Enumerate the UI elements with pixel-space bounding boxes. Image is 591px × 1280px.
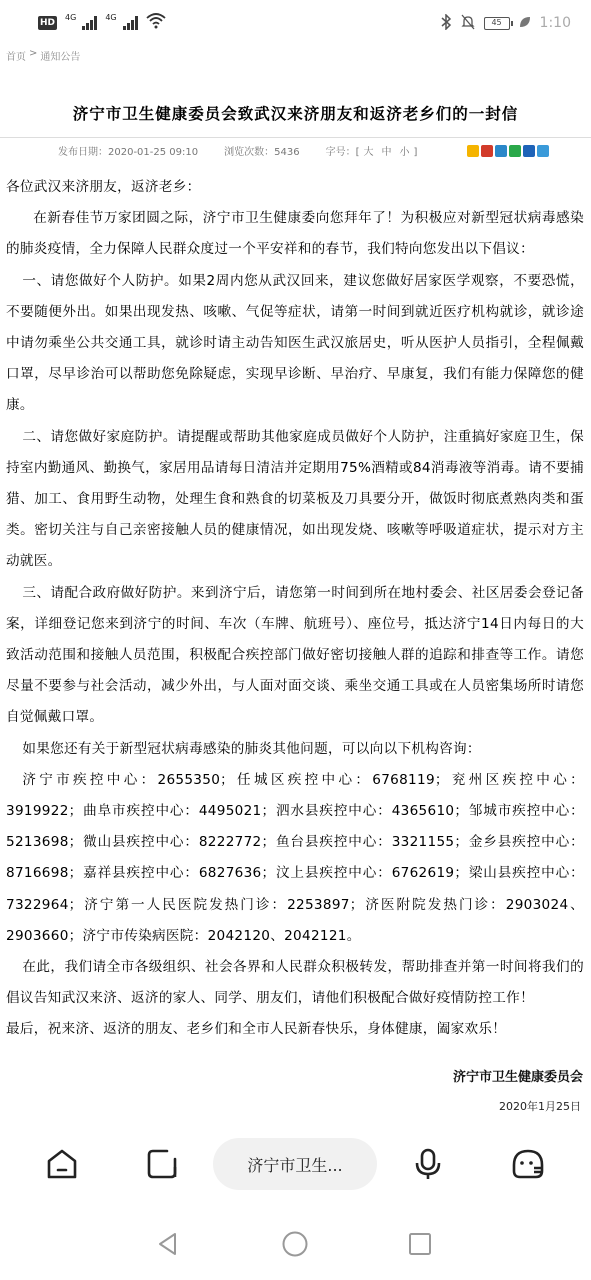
font-size-medium[interactable]: 中: [381, 147, 392, 158]
share-wechat-icon[interactable]: [509, 145, 521, 157]
tabs-icon: [145, 1147, 179, 1181]
view-count: [224, 143, 299, 158]
signature: 济宁市卫生健康委员会: [452, 1070, 583, 1085]
intro-paragraph: 在新春佳节万家团圆之际，济宁市卫生健康委向您拜年了！为积极应对新型冠状病毒感染的肺炎疫情，全力保障人民群众度过一个平安祥和的春节，我们特向您发出以下倡议：: [6, 210, 584, 258]
view-count-label: 浏览次数：: [224, 147, 275, 158]
mute-icon: [460, 14, 476, 33]
share-renren-icon[interactable]: [481, 145, 493, 157]
share-more-icon[interactable]: [537, 145, 549, 157]
address-bar[interactable]: 济宁市卫生...: [213, 1138, 377, 1190]
back-triangle-icon: [155, 1231, 181, 1257]
hd-badge: HD: [40, 18, 56, 28]
bluetooth-icon: [440, 14, 452, 33]
sim2-label: 4G: [105, 13, 117, 22]
publish-date-value: 2020-01-25 09:10: [108, 147, 199, 158]
recents-button[interactable]: [406, 1230, 434, 1258]
tabs-button[interactable]: [142, 1144, 182, 1184]
home-icon: [45, 1147, 79, 1181]
font-size-small[interactable]: 小: [399, 147, 410, 158]
status-right: [440, 14, 571, 33]
publish-date-label: 发布日期：: [58, 147, 108, 158]
signature-date: 2020年1月25日: [499, 1100, 581, 1113]
paragraph-government-cooperation: 三、请配合政府做好防护。来到济宁后，请您第一时间到所在地村委会、社区居委会登记备案，详细登记您来到济宁的时间、车次（车牌、航班号）、座位号，抵达济宁14日内每日的大致活动范围和接触人员范围，积极配合疾控部门做好密切接触人群的追踪和排查等工作。请您尽量不要参与社会活动，减少外出，与人面对面交谈、乘坐交通工具或在人员密集场所时请您自觉佩戴口罩。: [6, 584, 584, 726]
share-icons: [467, 145, 549, 157]
paragraph-closing: 最后，祝来济、返济的朋友、老乡们和全市人民新春快乐，身体健康，阖家欢乐！: [6, 1021, 507, 1038]
system-nav-bar: [0, 1202, 591, 1280]
font-size-label: 字号：: [325, 147, 356, 158]
article-meta: [0, 137, 591, 163]
view-count-value: 5436: [274, 147, 300, 158]
paragraph-appeal: 在此，我们请全市各级组织、社会各界和人民群众积极转发，帮助排查并第一时间将我们的倡议告知武汉来济、返济的家人、同学、朋友们，请他们积极配合做好疫情防控工作！: [6, 959, 584, 1007]
share-weibo-icon[interactable]: [495, 145, 507, 157]
home-button[interactable]: [42, 1144, 82, 1184]
publish-date: [58, 143, 198, 158]
status-bar: [0, 0, 591, 46]
breadcrumb: [6, 48, 80, 63]
voice-search-button[interactable]: [408, 1144, 448, 1184]
font-size-large[interactable]: 大: [363, 147, 374, 158]
battery-icon: 45: [484, 17, 510, 30]
breadcrumb-section[interactable]: 通知公告: [40, 52, 81, 63]
article-body: [6, 172, 584, 1046]
microphone-icon: [411, 1147, 445, 1181]
paragraph-hotlines: 济宁市疾控中心：2655350；任城区疾控中心：6768119；兖州区疾控中心：3919922；曲阜市疾控中心：4495021；泗水县疾控中心：4365610；邹城市疾控中心：5213698；微山县疾控中心：8222772；鱼台县疾控中心：3321155；金乡县疾控中心：8716698；嘉祥县疾控中心：6827636；汶上县疾控中心：6762619；梁山县疾控中心：7322964；济宁第一人民医院发热门诊：2253897；济医附院发热门诊：2903024、2903660；济宁市传染病医院：2042120、2042121。: [6, 771, 584, 944]
status-left: [38, 13, 166, 33]
page-title: 济宁市卫生健康委员会致武汉来济朋友和返济老乡们的一封信: [72, 105, 519, 123]
back-button[interactable]: [154, 1230, 182, 1258]
greeting: 各位武汉来济朋友，返济老乡：: [6, 179, 201, 195]
assistant-button[interactable]: [508, 1144, 548, 1184]
paragraph-consultation: 如果您还有关于新型冠状病毒感染的肺炎其他问题，可以向以下机构咨询：: [22, 740, 481, 757]
share-people-icon[interactable]: [523, 145, 535, 157]
sim1-label: 4G: [65, 13, 77, 22]
recents-square-icon: [407, 1231, 433, 1257]
leaf-icon: [518, 15, 532, 32]
signal-icon-2: [123, 16, 138, 30]
paragraph-family-protection: 二、请您做好家庭防护。请提醒或帮助其他家庭成员做好个人防护，注重搞好家庭卫生，保持室内勤通风、勤换气，家居用品请每日清洁并定期用75%酒精或84消毒液等消毒。请不要捕猎、加工、食用野生动物，处理生食和熟食的切菜板及刀具要分开，做饭时彻底煮熟肉类和蛋类。密切关注与自己亲密接触人员的健康情况，如出现发烧、咳嗽等呼吸道症状，提示对方主动就医。: [6, 428, 584, 570]
home-nav-button[interactable]: [281, 1230, 309, 1258]
clock: 1:10: [539, 15, 571, 31]
paragraph-personal-protection: 一、请您做好个人防护。如果2周内您从武汉回来，建议您做好居家医学观察，不要恐慌，不要随便外出。如果出现发热、咳嗽、气促等症状，请第一时间到就近医疗机构就诊，就诊途中请勿乘坐公共交通工具，就诊时请主动告知医生武汉旅居史，听从医护人员指引，全程佩戴口罩，尽早诊治可以帮助您免除疑虑，实现早诊断、早治疗、早康复，我们有能力保障您的健康。: [6, 272, 584, 414]
font-size-control: 字号：[ 大 中 小 ]: [325, 147, 418, 158]
browser-toolbar: [0, 1128, 591, 1202]
share-qzone-icon[interactable]: [467, 145, 479, 157]
breadcrumb-separator: >: [29, 48, 38, 59]
home-circle-icon: [281, 1230, 309, 1258]
signal-icon: [82, 16, 97, 30]
wifi-icon: [146, 13, 166, 33]
assistant-face-icon: [510, 1147, 546, 1181]
breadcrumb-home[interactable]: 首页: [6, 52, 26, 63]
